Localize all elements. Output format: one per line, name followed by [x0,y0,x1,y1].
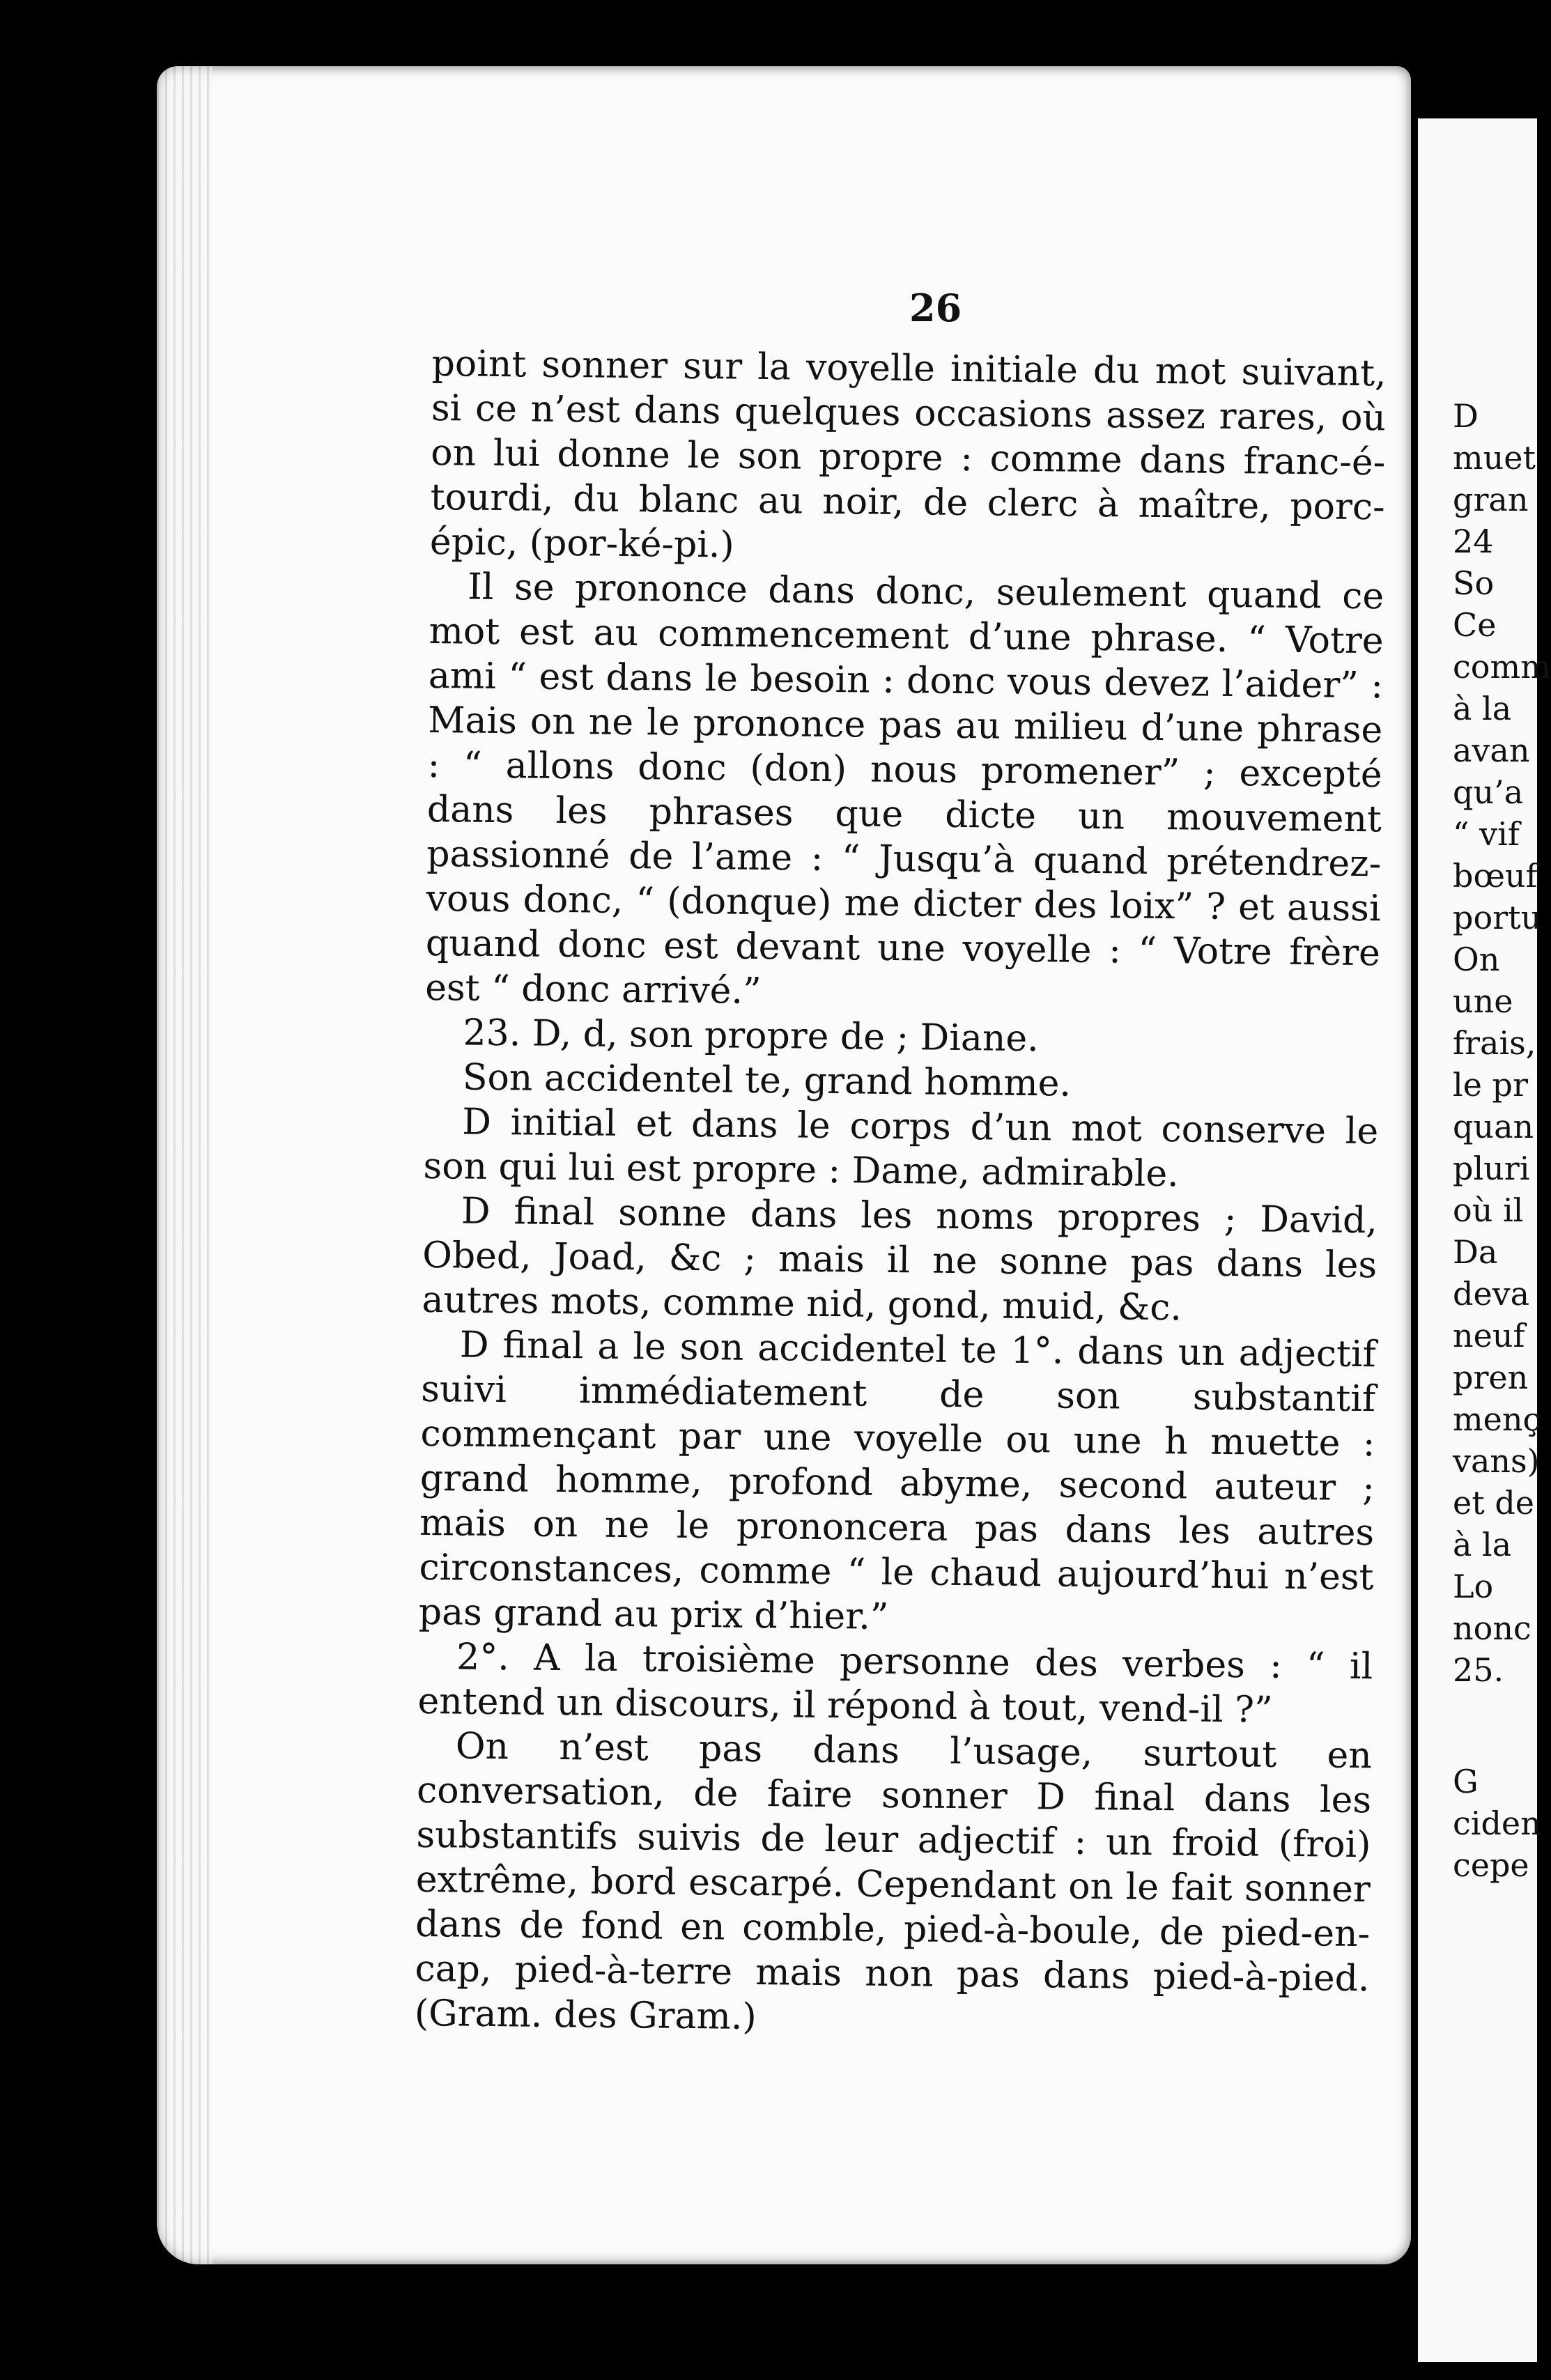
paragraph: Il se prononce dans donc, seulement quand ce mot est au commencement d’une phrase. “ Votre ami “ est dans le besoin : donc vous devez l’aider” : Mais on ne le prononce pas au milieu d’une phrase : “ allons donc (don) nous promener” ; excepté dans les phrases que dicte un mouvement passionné de l’ame : “ Jusqu’à quand prétendrez-vous donc, “ (donque) me dicter des loix” ? et aussi quand donc est devant une voyelle : “ Votre frère est “ donc arrivé.” [424,566,1384,1012]
paragraph: 2°. A la troisième personne des verbes : “ il entend un discours, il répond à tout, vend-il ?” [417,1636,1373,1731]
facing-page-fragment: qu’a [1453,773,1524,811]
paragraph: D initial et dans le corps d’un mot conserve le son qui lui est propre : Dame, admirable. [423,1101,1379,1196]
facing-page-fragment: “ vif [1453,815,1520,853]
facing-page-fragment: à la [1453,1526,1512,1563]
facing-page-fragment: Ce [1453,606,1497,644]
paragraph: 23. D, d, son propre de ; Diane. [463,1012,1040,1060]
paragraph: D final sonne dans les noms propres ; David, Obed, Joad, &c ; mais il ne sonne pas dans les autres mots, comme nid, gond, muid, &c. [422,1190,1378,1329]
facing-page-fragment: nonc [1453,1609,1531,1647]
facing-page-fragment: muet [1453,439,1536,477]
page-number: 26 [909,286,962,330]
facing-page-fragment: comm [1453,648,1551,686]
facing-page-fragment: menç [1453,1400,1541,1438]
facing-page-fragment: So [1453,564,1495,602]
facing-page-fragment: cepe [1453,1846,1529,1884]
facing-page-edge [1418,118,1551,2362]
facing-page-fragment: deva [1453,1275,1530,1313]
facing-page-fragment: où il [1453,1191,1524,1229]
facing-page-fragment: ciden [1453,1805,1541,1842]
paragraph: D final a le son accidentel te 1°. dans un adjectif suivi immédiatement de son substantif commençant par une voyelle ou une h muette : grand homme, profond abyme, second auteur ; mais on ne le prononcera pas dans les autres circonstances, comme “ le chaud aujourd’hui n’est pas grand au prix d’hier.” [418,1324,1377,1638]
paragraph: point sonner sur la voyelle initiale du mot suivant, si ce n’est dans quelques occasions assez rares, où on lui donne le son propre : comme dans franc-é-tourdi, du blanc au noir, de clerc à maître, porc-épic, (por-ké-pi.) [429,342,1387,566]
facing-page-fragment: Lo [1453,1568,1494,1605]
facing-page-fragment: frais, [1453,1024,1536,1062]
facing-page-fragment: vans) [1453,1442,1540,1480]
facing-page-fragment: et de [1453,1484,1534,1522]
facing-page-fragment: avan [1453,732,1530,769]
facing-page-fragment: quan [1453,1108,1534,1145]
facing-page-fragment: gran [1453,481,1529,518]
facing-page-fragment: le pr [1453,1066,1528,1104]
facing-page-fragment: pluri [1453,1150,1530,1187]
facing-page-fragment: bœuf [1453,857,1538,895]
facing-page-fragment: G [1453,1763,1479,1800]
facing-page-fragment: pren [1453,1359,1529,1396]
facing-page-fragment: 24 [1453,523,1494,560]
main-text-block [415,341,1387,2046]
paragraph: Son accidentel te, grand homme. [462,1056,1072,1105]
facing-page-fragment: à la [1453,690,1512,727]
facing-page-fragment: D [1453,397,1479,435]
paragraph: On n’est pas dans l’usage, surtout en conversation, de faire sonner D final dans les substantifs suivis de leur adjectif : un froid (froi) extrême, bord escarpé. Cependant on le fait sonner dans de fond en comble, pied-à-boule, de pied-en-cap, pied-à-terre mais non pas dans pied-à-pied. (Gram. des Gram.) [414,1725,1373,2039]
facing-page-fragment: Da [1453,1233,1498,1271]
facing-page-fragment: une [1453,982,1513,1020]
facing-page-fragment: On [1453,941,1500,978]
facing-page-fragment: portu [1453,899,1542,936]
facing-page-fragment: 25. [1453,1651,1504,1689]
facing-page-fragment: neuf [1453,1317,1525,1354]
